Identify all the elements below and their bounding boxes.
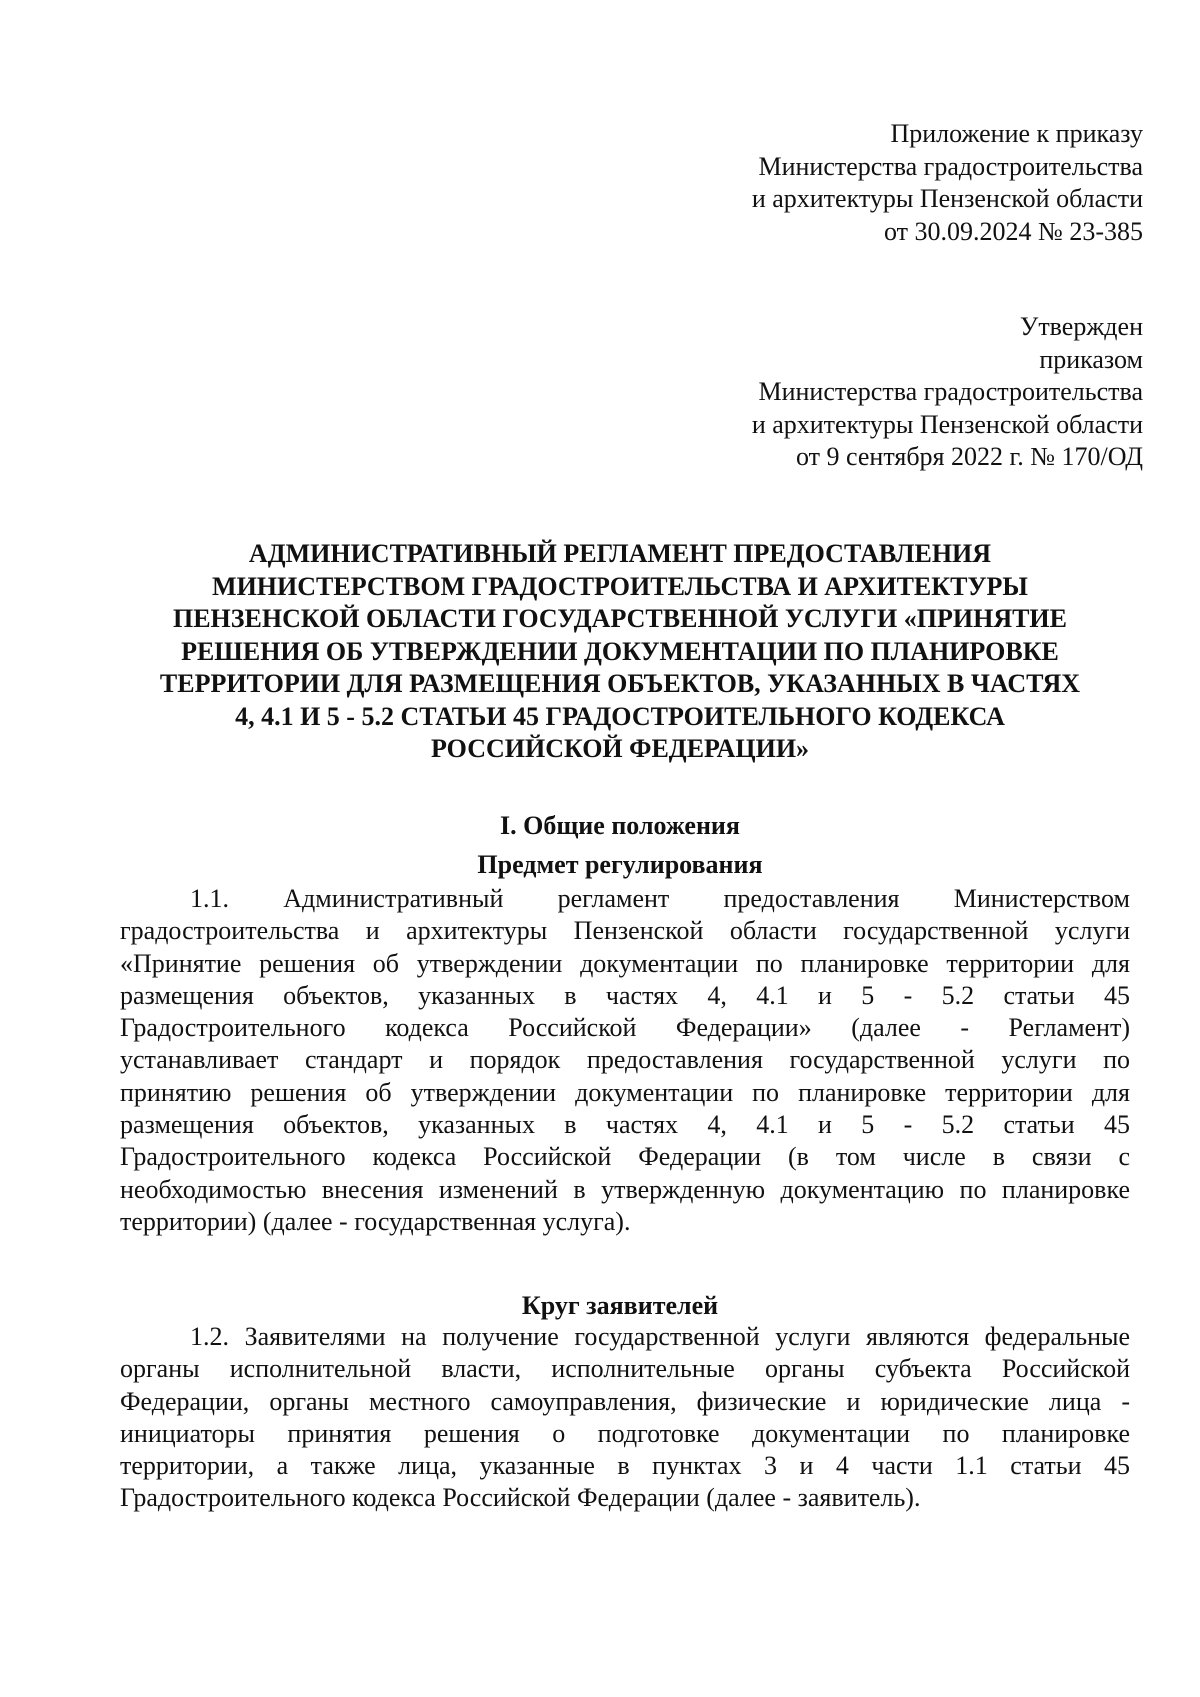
- appendix-line: и архитектуры Пензенской области: [751, 184, 1143, 213]
- approved-line: от 9 сентября 2022 г. № 170/ОД: [796, 442, 1143, 471]
- paragraph-1-1: [120, 883, 1130, 1238]
- paragraph-line: Градостроительного кодекса Российской Федерации» (далее - Регламент): [120, 1013, 1130, 1043]
- paragraph-line: устанавливает стандарт и порядок предоставления государственной услуги по: [120, 1045, 1130, 1075]
- paragraph-line: территории) (далее - государственная услуга).: [120, 1206, 631, 1236]
- approval-stamp-block: [752, 311, 1143, 474]
- title-line: РОССИЙСКОЙ ФЕДЕРАЦИИ»: [430, 734, 810, 763]
- paragraph-line: Федерации, органы местного самоуправления, физические и юридические лица -: [120, 1386, 1130, 1416]
- paragraph-line: органы исполнительной власти, исполнительные органы субъекта Российской: [120, 1354, 1130, 1384]
- title-line: РЕШЕНИЯ ОБ УТВЕРЖДЕНИИ ДОКУМЕНТАЦИИ ПО ПЛАНИРОВКЕ: [181, 636, 1059, 666]
- title-line: АДМИНИСТРАТИВНЫЙ РЕГЛАМЕНТ ПРЕДОСТАВЛЕНИЯ: [248, 539, 992, 568]
- title-line: ПЕНЗЕНСКОЙ ОБЛАСТИ ГОСУДАРСТВЕННОЙ УСЛУГИ «ПРИНЯТИЕ: [172, 604, 1068, 633]
- title-line: ТЕРРИТОРИИ ДЛЯ РАЗМЕЩЕНИЯ ОБЪЕКТОВ, УКАЗАННЫХ В ЧАСТЯХ: [159, 669, 1081, 698]
- subsection-heading-applicants: Круг заявителей: [521, 1291, 719, 1320]
- section-heading: I. Общие положения: [500, 811, 740, 840]
- appendix-line: Министерства градостроительства: [758, 151, 1143, 181]
- title-line: 4, 4.1 И 5 - 5.2 СТАТЬИ 45 ГРАДОСТРОИТЕЛЬНОГО КОДЕКСА: [235, 701, 1005, 731]
- paragraph-line: Градостроительного кодекса Российской Федерации (в том числе в связи с: [120, 1142, 1130, 1172]
- title-line: МИНИСТЕРСТВОМ ГРАДОСТРОИТЕЛЬСТВА И АРХИТЕКТУРЫ: [212, 571, 1028, 601]
- approved-line: приказом: [1039, 344, 1143, 374]
- paragraph-line: градостроительства и архитектуры Пензенской области государственной услуги: [120, 916, 1130, 946]
- paragraph-line: принятию решения об утверждении документации по планировке территории для: [120, 1077, 1130, 1107]
- approved-line: и архитектуры Пензенской области: [751, 409, 1143, 439]
- appendix-line: Приложение к приказу: [890, 119, 1143, 148]
- paragraph-line: размещения объектов, указанных в частях 4, 4.1 и 5 - 5.2 статьи 45: [120, 1110, 1130, 1140]
- paragraph-line: 1.2. Заявителями на получение государственной услуги являются федеральные: [190, 1322, 1130, 1351]
- approved-line: Министерства градостроительства: [758, 377, 1143, 406]
- paragraph-line: инициаторы принятия решения о подготовке документации по планировке: [120, 1418, 1130, 1448]
- appendix-header: [752, 118, 1143, 248]
- paragraph-line: 1.1. Административный регламент предоставления Министерством: [190, 884, 1130, 913]
- paragraph-line: Градостроительного кодекса Российской Федерации (далее - заявитель).: [120, 1483, 921, 1513]
- paragraph-line: необходимостью внесения изменений в утвержденную документацию по планировке: [120, 1174, 1130, 1204]
- approved-line: Утвержден: [1019, 312, 1143, 341]
- paragraph-line: «Принятие решения об утверждении документации по планировке территории для: [120, 948, 1130, 978]
- document-title: [120, 538, 1120, 766]
- appendix-line: от 30.09.2024 № 23-385: [884, 216, 1143, 246]
- paragraph-line: территории, а также лица, указанные в пунктах 3 и 4 части 1.1 статьи 45: [120, 1451, 1130, 1481]
- subsection-heading-subject: Предмет регулирования: [477, 850, 763, 879]
- paragraph-line: размещения объектов, указанных в частях 4, 4.1 и 5 - 5.2 статьи 45: [120, 980, 1130, 1010]
- paragraph-1-2: [120, 1321, 1130, 1515]
